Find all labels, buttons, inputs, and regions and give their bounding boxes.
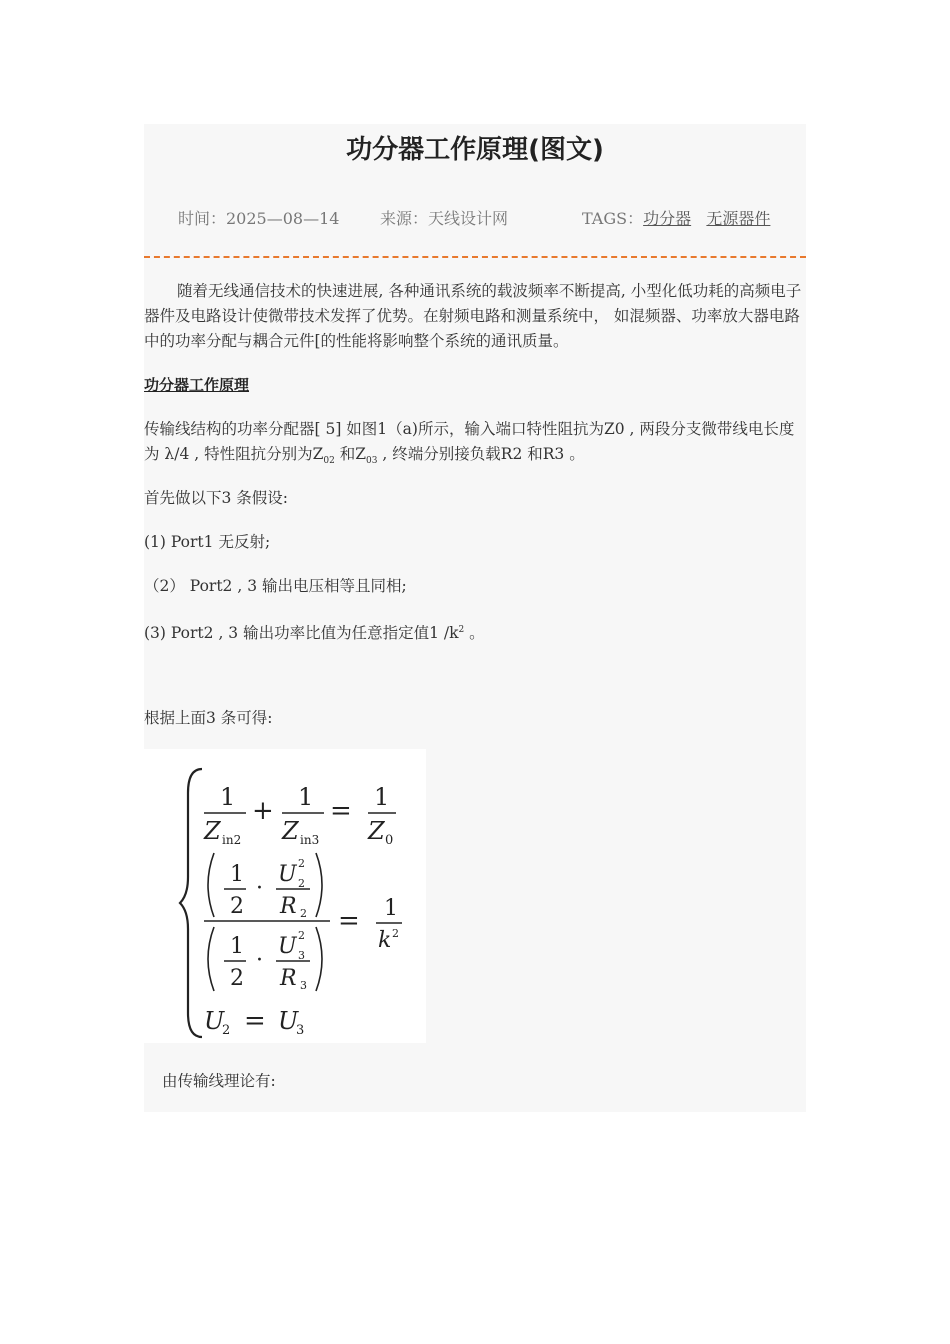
assumptions-intro: 首先做以下3 条假设: bbox=[144, 489, 289, 507]
svg-text:k: k bbox=[378, 928, 392, 953]
svg-text:R: R bbox=[280, 894, 297, 919]
svg-text:2: 2 bbox=[230, 966, 244, 991]
dashed-divider bbox=[144, 256, 806, 258]
svg-text:1: 1 bbox=[374, 783, 390, 811]
svg-text:3: 3 bbox=[300, 979, 307, 992]
svg-text:2: 2 bbox=[298, 929, 305, 942]
intro-paragraph: 随着无线通信技术的快速进展, 各种通讯系统的载波频率不断提高, 小型化低功耗的高频电子器件及电路设计使微带技术发挥了优势。在射频电路和测量系统中， 如混频器、功率放大器电路中的功率分配与耦合元件[的性能将影响整个系统的通讯质量。 bbox=[144, 282, 802, 350]
transmission-line-intro: 由传输线理论有: bbox=[162, 1072, 276, 1090]
svg-text:1: 1 bbox=[230, 934, 244, 959]
svg-text:U: U bbox=[278, 934, 297, 959]
assumption-3: (3) Port2 , 3 输出功率比值为任意指定值1 $/k^2$ 。 bbox=[144, 624, 485, 643]
svg-text:R: R bbox=[280, 966, 297, 991]
assumption-2: （2） Port2 , 3 输出电压相等且同相; bbox=[144, 577, 407, 595]
left-brace bbox=[180, 769, 202, 1037]
svg-text:U: U bbox=[204, 1007, 225, 1035]
svg-text:1: 1 bbox=[298, 783, 314, 811]
svg-text:2: 2 bbox=[298, 857, 305, 870]
tag-link-splitter[interactable]: 功分器 bbox=[643, 209, 692, 228]
svg-text:=: = bbox=[330, 796, 352, 826]
svg-text:1: 1 bbox=[384, 896, 398, 921]
source-label: 来源：天线设计网 bbox=[380, 209, 509, 228]
divider-description-paragraph: 传输线结构的功率分配器[ 5] 如图1（a)所示，输入端口特性阻抗为Z0 , 两段分支微带线电长度为 λ/4 , 特性阻抗分别为$Z_{02}$ 和$Z_{03}$ , 终端分别接负载R2 和R3 。 bbox=[144, 420, 795, 467]
svg-text:Z: Z bbox=[368, 817, 385, 845]
svg-text:3: 3 bbox=[296, 1023, 305, 1038]
tags-label: TAGS：功分器 无源器件 bbox=[582, 209, 771, 228]
svg-text:2: 2 bbox=[300, 907, 307, 920]
svg-text:2: 2 bbox=[392, 927, 399, 940]
publish-time: 时间：2025—08—14 bbox=[178, 209, 340, 228]
equation-system-svg bbox=[144, 749, 426, 1043]
derive-intro: 根据上面3 条可得: bbox=[144, 709, 273, 727]
svg-text:0: 0 bbox=[385, 833, 394, 848]
svg-text:in2: in2 bbox=[222, 833, 242, 847]
svg-text:2: 2 bbox=[230, 894, 244, 919]
svg-text:U: U bbox=[278, 862, 297, 887]
svg-text:3: 3 bbox=[298, 949, 305, 962]
section-heading bbox=[144, 373, 806, 398]
svg-text:·: · bbox=[256, 948, 263, 973]
svg-text:·: · bbox=[256, 876, 263, 901]
article-container bbox=[144, 124, 806, 1112]
svg-text:2: 2 bbox=[298, 877, 305, 890]
section-heading-link[interactable]: 功分器工作原理 bbox=[144, 376, 250, 394]
svg-text:1: 1 bbox=[220, 783, 236, 811]
page-title: 功分器工作原理(图文) bbox=[346, 135, 604, 165]
tag-link-passive-device[interactable]: 无源器件 bbox=[706, 209, 771, 228]
svg-text:in3: in3 bbox=[300, 833, 320, 847]
svg-text:+: + bbox=[252, 796, 274, 826]
svg-text:1: 1 bbox=[230, 862, 244, 887]
assumption-1: (1) Port1 无反射; bbox=[144, 533, 271, 551]
svg-text:Z: Z bbox=[282, 817, 299, 845]
svg-text:2: 2 bbox=[222, 1023, 231, 1038]
svg-text:Z: Z bbox=[204, 817, 221, 845]
svg-text:U: U bbox=[278, 1007, 299, 1035]
svg-text:=: = bbox=[338, 906, 360, 936]
equation-system-image bbox=[144, 749, 426, 1043]
svg-text:=: = bbox=[244, 1006, 266, 1036]
